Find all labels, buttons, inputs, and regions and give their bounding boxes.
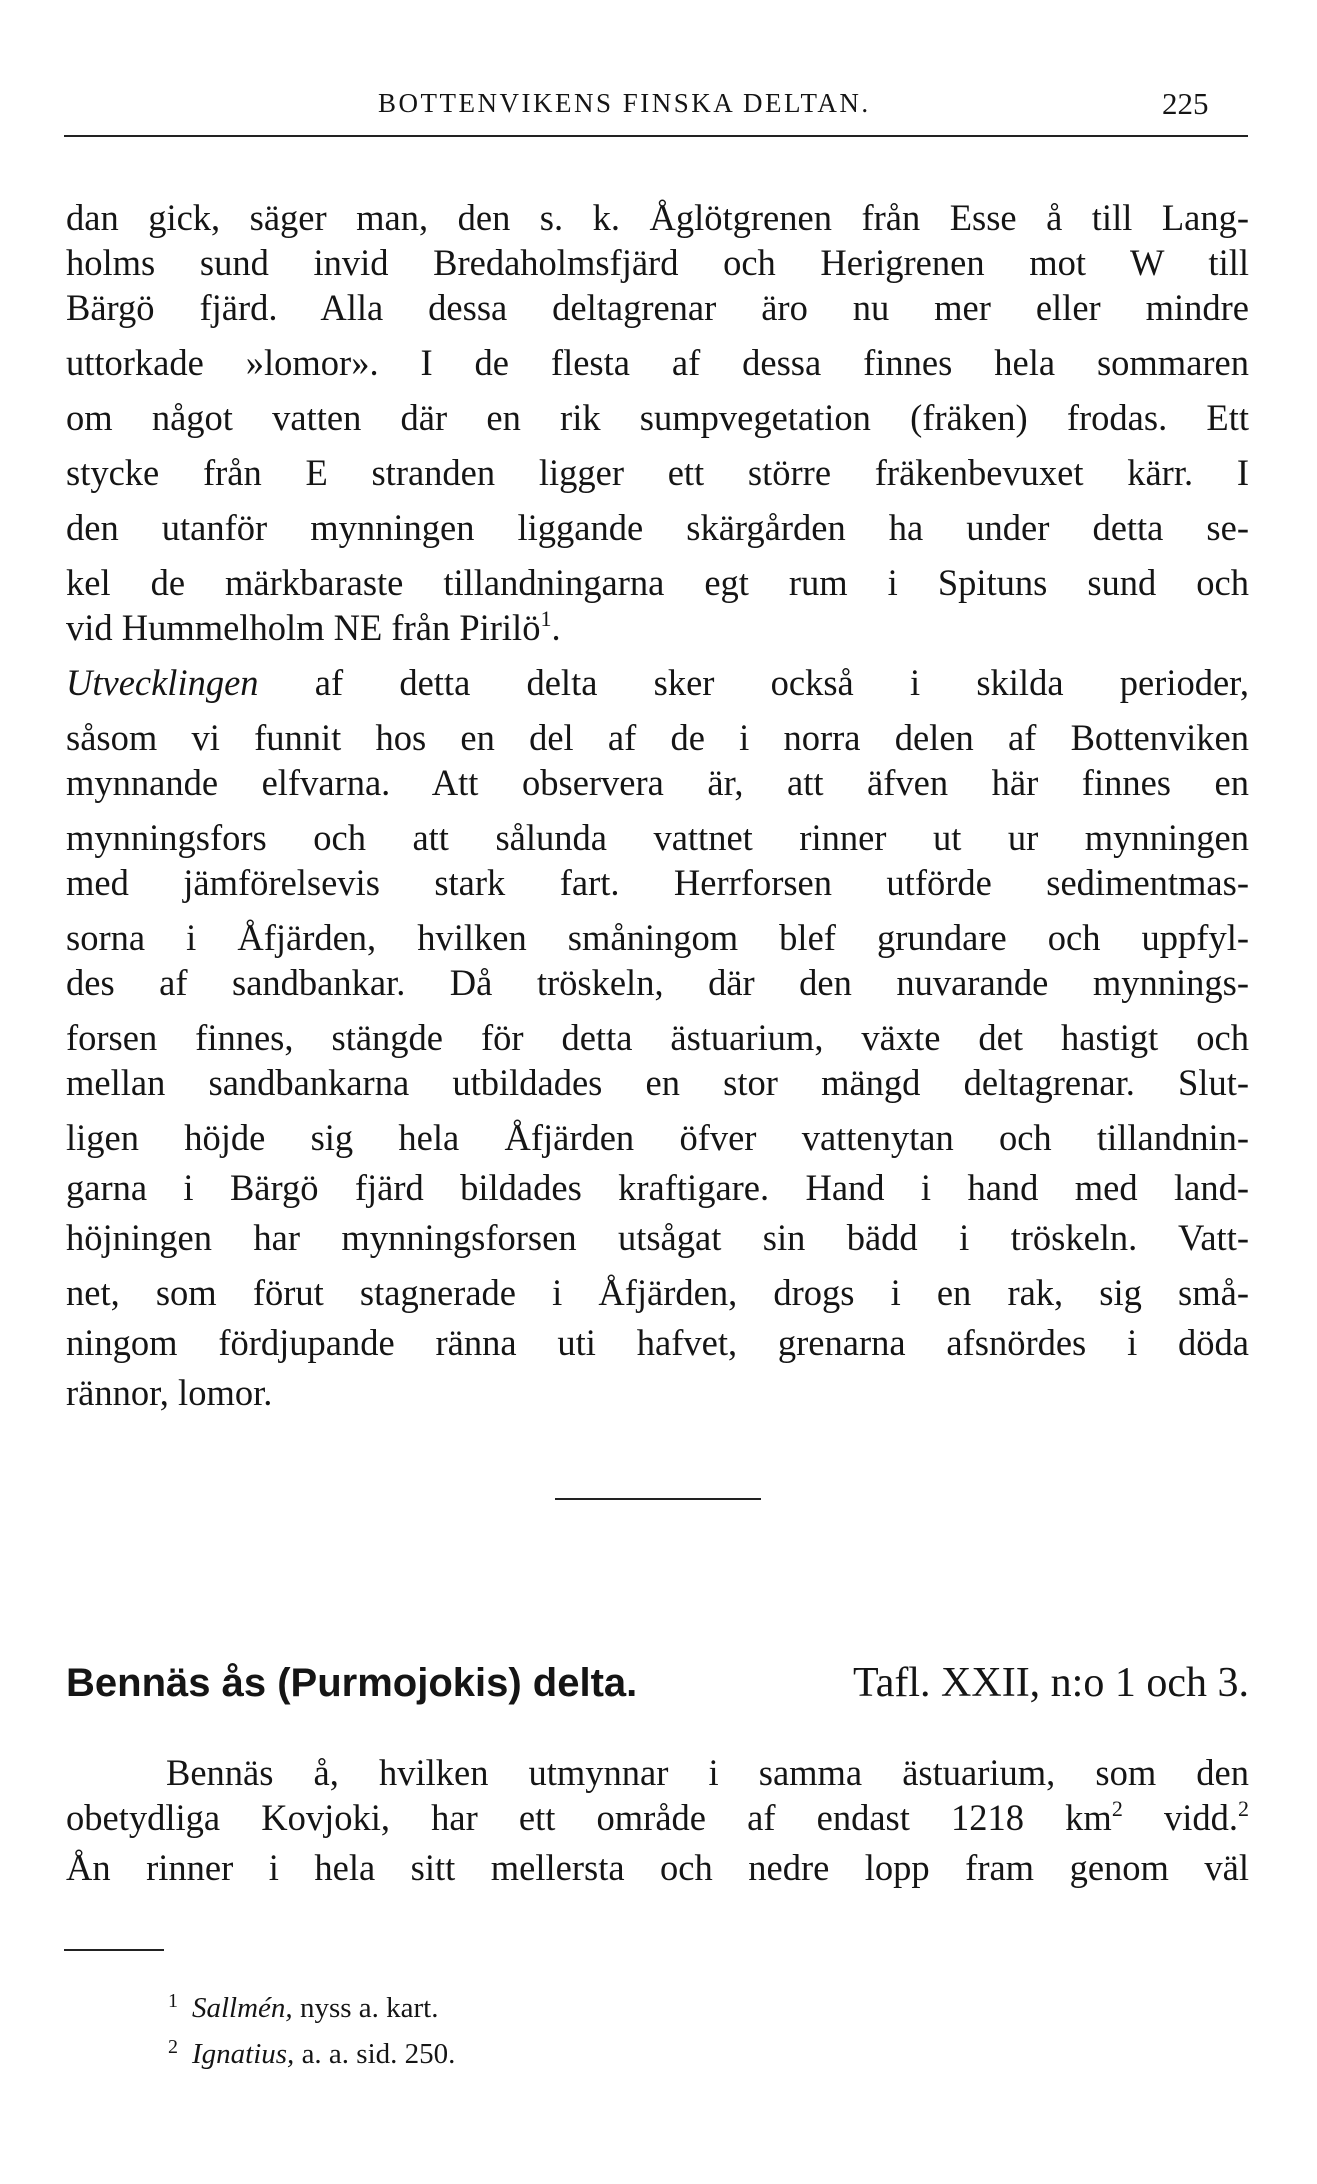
footnote-mark: 2: [168, 2036, 178, 2058]
body-line: såsom vi funnit hos en del af de i norra delen af Bottenviken: [66, 717, 1249, 758]
italic-term: Utvecklingen: [66, 662, 259, 703]
body-line: des af sandbankar. Då tröskeln, där den nuvarande mynnings-: [66, 962, 1249, 1003]
body-line: [66, 606, 1249, 650]
body-line: mynnande elfvarna. Att observera är, att äfven här finnes en: [66, 762, 1249, 803]
footnote-ref: 2: [1237, 1796, 1249, 1821]
header-rule: [64, 135, 1248, 137]
body-line: rännor, lomor.: [66, 1372, 273, 1413]
body-line: garna i Bärgö fjärd bildades kraftigare. Hand i hand med land-: [66, 1167, 1249, 1208]
body-line: [66, 1796, 1249, 1840]
body-line-text: obetydliga Kovjoki, har ett område af endast 1218 km: [66, 1797, 1112, 1838]
body-line: med jämförelsevis stark fart. Herrforsen utförde sedimentmas-: [66, 862, 1249, 903]
section-divider: [555, 1498, 761, 1500]
body-line: Bärgö fjärd. Alla dessa deltagrenar äro nu mer eller mindre: [66, 287, 1249, 328]
body-line-tail: .: [551, 607, 561, 648]
footnote: [168, 2036, 455, 2072]
body-line: uttorkade »lomor». I de flesta af dessa finnes hela sommaren: [66, 342, 1249, 383]
body-line: den utanför mynningen liggande skärgården ha under detta se-: [66, 507, 1249, 548]
superscript-unit: 2: [1111, 1796, 1123, 1821]
footnote-mark: 1: [168, 1990, 178, 2012]
body-line: kel de märkbaraste tillandningarna egt rum i Spituns sund och: [66, 562, 1249, 603]
body-line: dan gick, säger man, den s. k. Åglötgrenen från Esse å till Lang-: [66, 197, 1249, 238]
section-heading-plate-ref: Tafl. XXII, n:o 1 och 3.: [853, 1660, 1249, 1706]
body-line: om något vatten där en rik sumpvegetation (fräken) frodas. Ett: [66, 397, 1249, 438]
section-heading-title: Bennäs ås (Purmojokis) delta.: [66, 1661, 638, 1705]
body-line: [66, 661, 1249, 705]
footnote-text: a. a. sid. 250.: [294, 2038, 456, 2070]
running-title: BOTTENVIKENS FINSKA DELTAN.: [378, 88, 871, 118]
body-line: sorna i Åfjärden, hvilken småningom blef grundare och uppfyl-: [66, 917, 1249, 958]
footnote: [168, 1990, 438, 2026]
body-line: forsen finnes, stängde för detta ästuarium, växte det hastigt och: [66, 1017, 1249, 1058]
body-line: stycke från E stranden ligger ett större fräkenbevuxet kärr. I: [66, 452, 1249, 493]
footnote-author: Ignatius,: [192, 2038, 295, 2070]
body-line-text: vid Hummelholm NE från Pirilö: [66, 607, 541, 648]
body-line: net, som förut stagnerade i Åfjärden, drogs i en rak, sig små-: [66, 1272, 1249, 1313]
body-line: mynningsfors och att sålunda vattnet rinner ut ur mynningen: [66, 817, 1249, 858]
footnote-rule: [64, 1949, 164, 1951]
body-line: Ån rinner i hela sitt mellersta och nedre lopp fram genom väl: [66, 1847, 1249, 1888]
section-heading: [66, 1658, 1249, 1708]
footnote-ref: 1: [540, 606, 552, 631]
body-line: ningom fördjupande ränna uti hafvet, grenarna afsnördes i döda: [66, 1322, 1249, 1363]
body-line: höjningen har mynningsforsen utsågat sin bädd i tröskeln. Vatt-: [66, 1217, 1249, 1258]
body-line-text: af detta delta sker också i skilda perioder,: [258, 662, 1249, 703]
footnote-author: Sallmén,: [192, 1992, 293, 2024]
body-line-text: vidd.: [1122, 1797, 1238, 1838]
body-line: holms sund invid Bredaholmsfjärd och Herigrenen mot W till: [66, 242, 1249, 283]
page-number: 225: [1162, 86, 1209, 121]
footnote-text: nyss a. kart.: [292, 1992, 439, 2024]
body-line: Bennäs å, hvilken utmynnar i samma ästuarium, som den: [166, 1752, 1249, 1793]
body-line: ligen höjde sig hela Åfjärden öfver vattenytan och tillandnin-: [66, 1117, 1249, 1158]
body-line: mellan sandbankarna utbildades en stor mängd deltagrenar. Slut-: [66, 1062, 1249, 1103]
